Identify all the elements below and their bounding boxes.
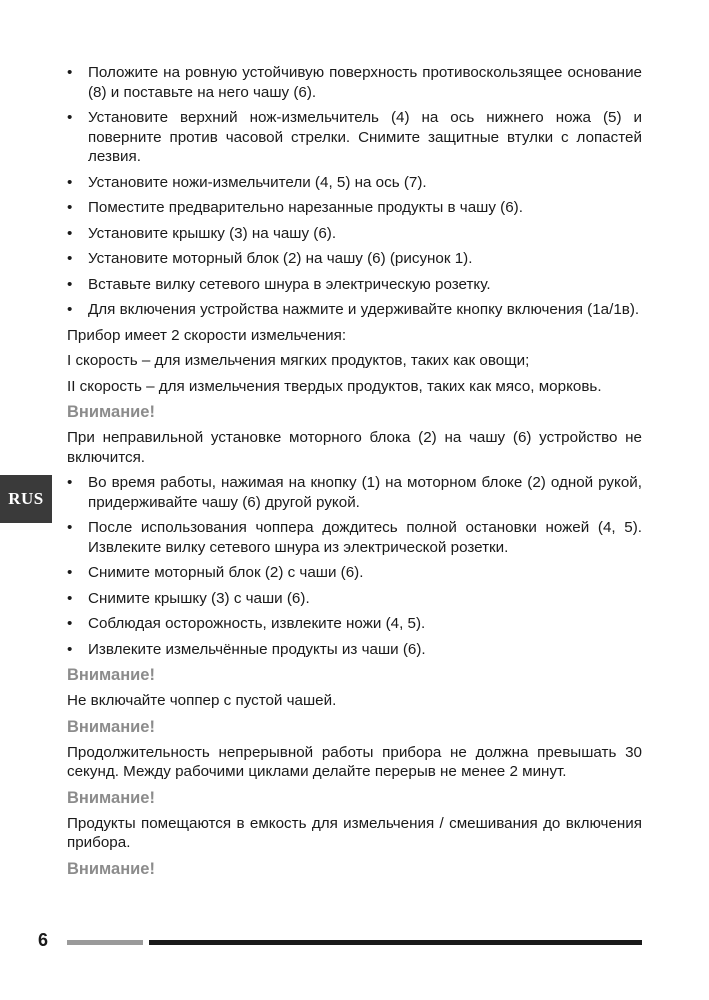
warning-text: Продукты помещаются в емкость для измельчения / смешивания до включения прибора. bbox=[67, 814, 642, 851]
instruction-list-operation bbox=[67, 473, 642, 659]
warning-text: При неправильной установке моторного блока (2) на чашу (6) устройство не включится. bbox=[67, 429, 642, 466]
warning-text: Не включайте чоппер с пустой чашей. bbox=[67, 692, 337, 709]
language-tab-label: RUS bbox=[8, 489, 44, 508]
warning-heading: Внимание! bbox=[67, 859, 155, 878]
list-item: • Снимите крышку (3) с чаши (6). bbox=[67, 589, 642, 609]
list-item: • Вставьте вилку сетевого шнура в электрическую розетку. bbox=[67, 275, 642, 295]
list-item: • Снимите моторный блок (2) с чаши (6). bbox=[67, 563, 642, 583]
speed-2-description: II скорость – для измельчения твердых продуктов, таких как мясо, морковь. bbox=[67, 377, 602, 395]
list-item: • Для включения устройства нажмите и удерживайте кнопку включения (1а/1в). bbox=[67, 300, 642, 320]
list-item: • После использования чоппера дождитесь полной остановки ножей (4, 5). Извлеките вилку сетевого шнура из электрической розетки. bbox=[67, 518, 642, 557]
instruction-list-assembly bbox=[67, 63, 642, 320]
list-item: • Установите крышку (3) на чашу (6). bbox=[67, 224, 642, 244]
list-item: • Установите ножи-измельчители (4, 5) на ось (7). bbox=[67, 173, 642, 193]
page-content bbox=[67, 63, 642, 885]
warning-text: Продолжительность непрерывной работы прибора не должна превышать 30 секунд. Между рабочими циклами делайте перерыв не менее 2 минут. bbox=[67, 743, 642, 780]
language-tab bbox=[0, 475, 52, 523]
page-number: 6 bbox=[38, 930, 49, 950]
footer-divider-gray bbox=[67, 940, 143, 945]
footer-divider-black bbox=[149, 940, 642, 945]
list-item: • Установите моторный блок (2) на чашу (6) (рисунок 1). bbox=[67, 249, 642, 269]
warning-heading: Внимание! bbox=[67, 666, 155, 684]
warning-heading: Внимание! bbox=[67, 403, 155, 421]
speeds-intro: Прибор имеет 2 скорости измельчения: bbox=[67, 326, 347, 344]
list-item: • Положите на ровную устойчивую поверхность противоскользящее основание (8) и поставьте на него чашу (6). bbox=[67, 63, 642, 102]
list-item: • Поместите предварительно нарезанные продукты в чашу (6). bbox=[67, 198, 642, 218]
warning-heading: Внимание! bbox=[67, 717, 155, 736]
warning-heading: Внимание! bbox=[67, 788, 155, 807]
list-item: • Установите верхний нож-измельчитель (4) на ось нижнего ножа (5) и поверните против часовой стрелки. Снимите защитные втулки с лопастей лезвия. bbox=[67, 108, 642, 167]
list-item: • Извлеките измельчённые продукты из чаши (6). bbox=[67, 640, 642, 660]
list-item: • Во время работы, нажимая на кнопку (1) на моторном блоке (2) одной рукой, придерживайте чашу (6) другой рукой. bbox=[67, 473, 642, 512]
speed-1-description: I скорость – для измельчения мягких продуктов, таких как овощи; bbox=[67, 352, 530, 369]
list-item: • Соблюдая осторожность, извлеките ножи (4, 5). bbox=[67, 614, 642, 634]
